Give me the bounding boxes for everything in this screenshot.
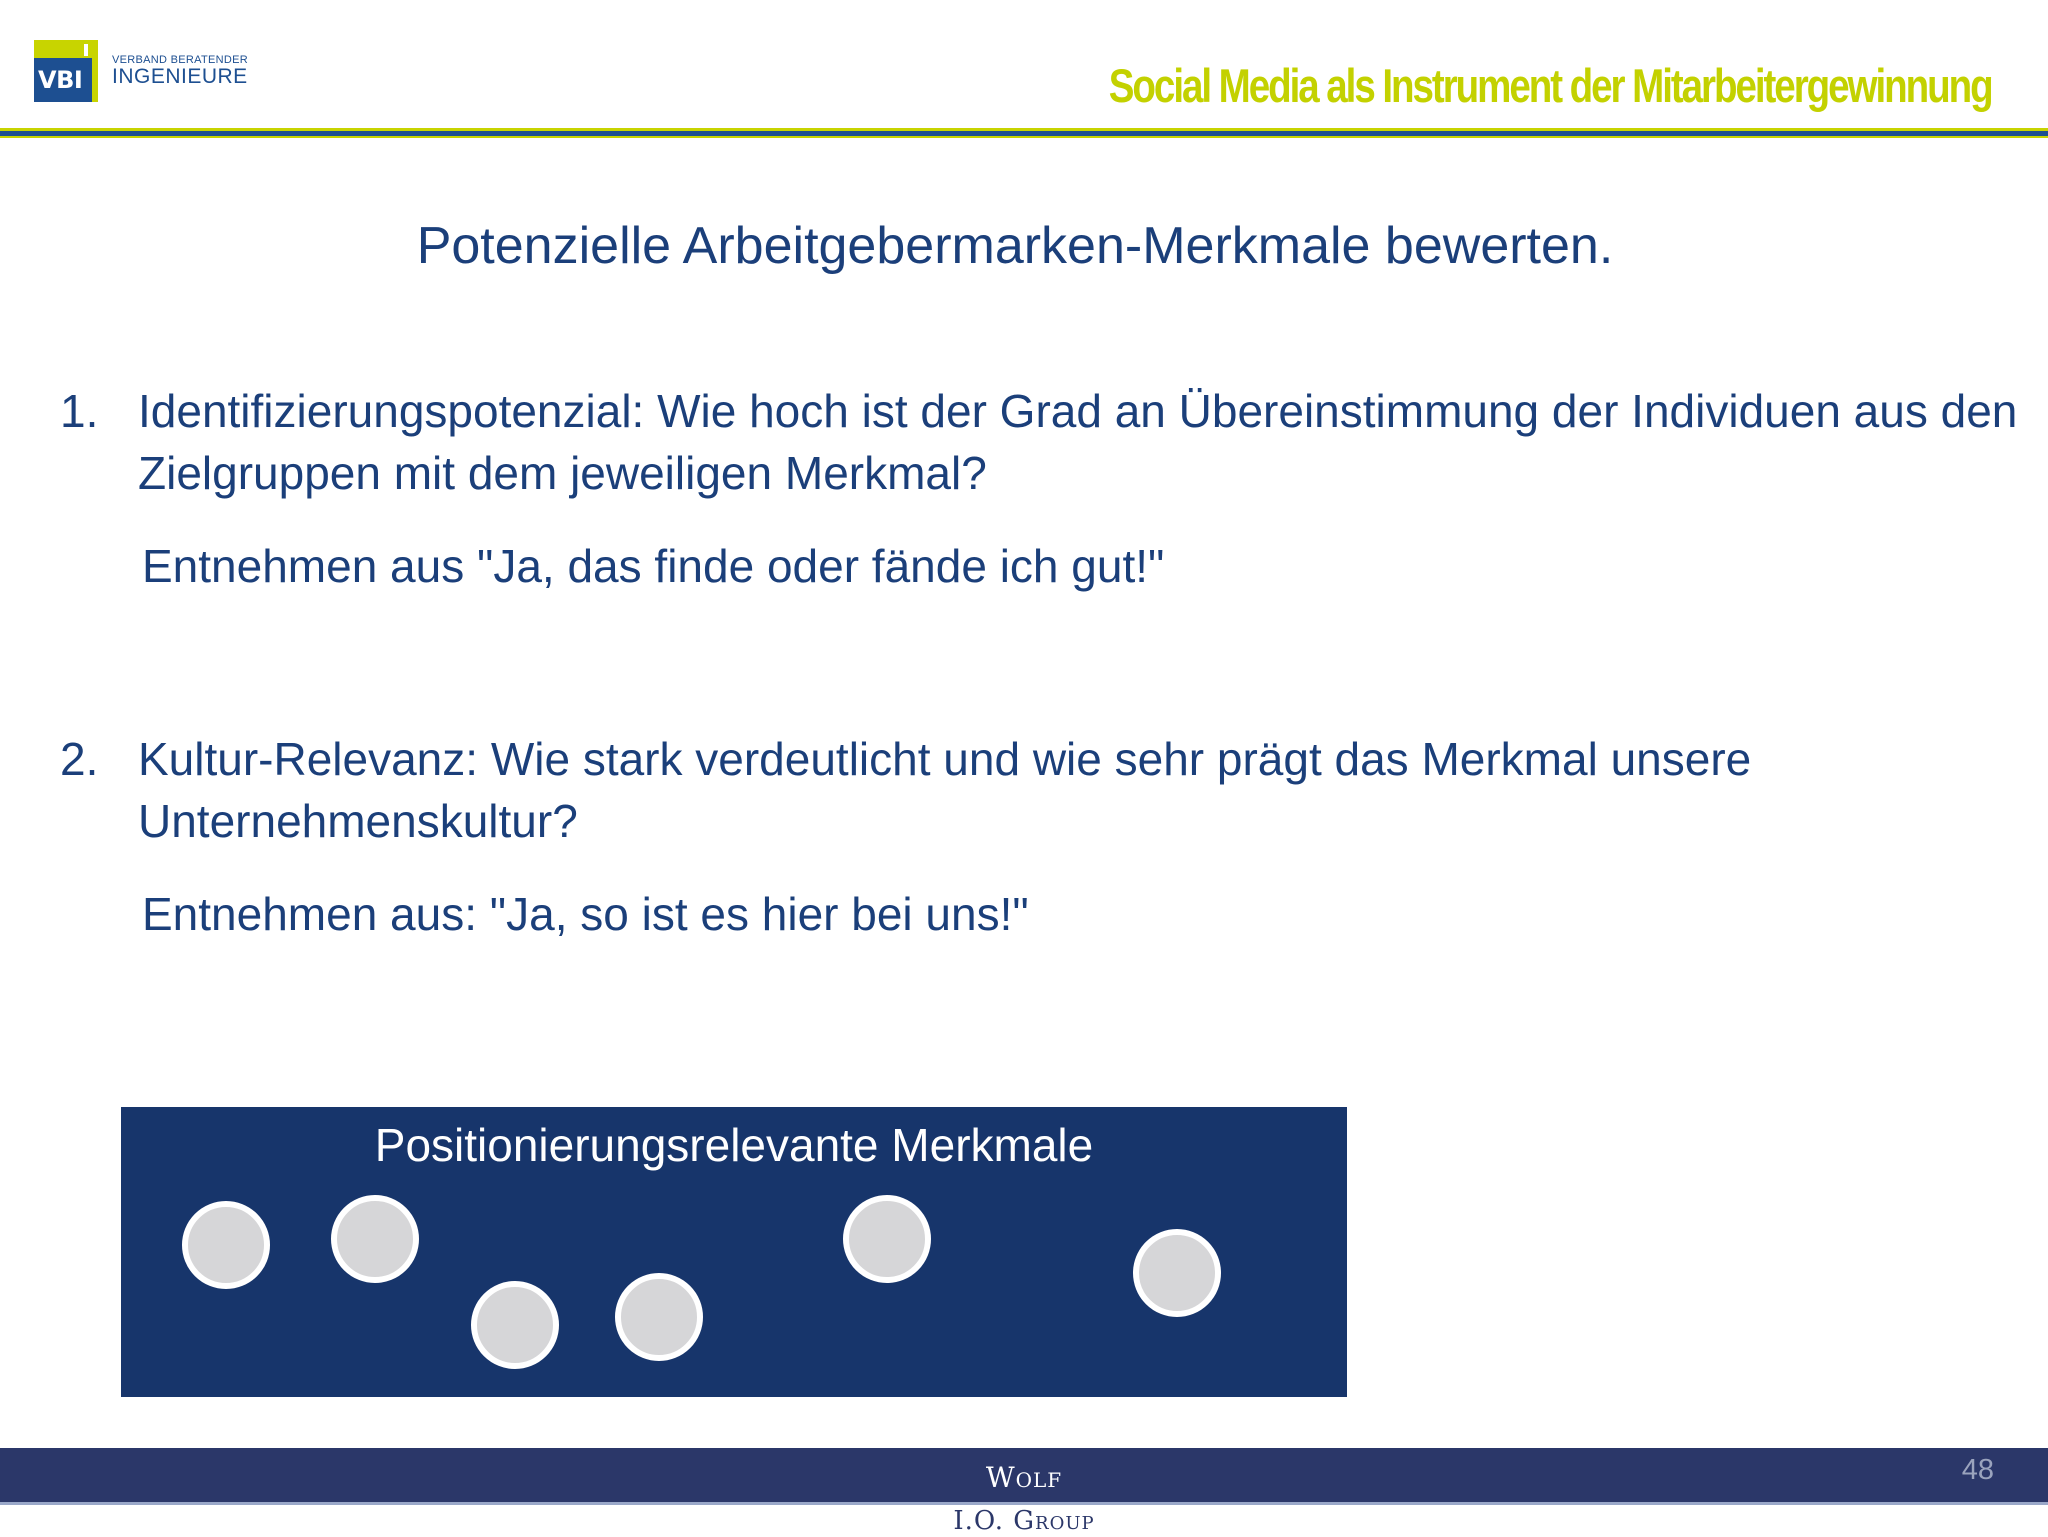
- criterion-number: 2.: [60, 733, 99, 785]
- criterion-number: 1.: [60, 385, 99, 437]
- logo-caption-small: VERBAND BERATENDER: [112, 54, 248, 66]
- footer-brand-group: I.O. Group: [953, 1506, 1095, 1536]
- logo-caption: [112, 54, 248, 88]
- logo-white-tick: [84, 44, 88, 56]
- logo-mark-text: VBI: [38, 66, 83, 94]
- logo-lime-band: [34, 40, 98, 58]
- logo-lime-stripe: [92, 40, 98, 102]
- merkmale-box: [121, 1107, 1347, 1397]
- criterion-text: Identifizierungspotenzial: Wie hoch ist der Grad an Übereinstimmung der Individuen aus den Zielgruppen mit dem jeweiligen Merkmal?: [138, 385, 2018, 499]
- criterion-item-2: [60, 728, 2038, 852]
- vbi-logo-mark: [34, 40, 98, 102]
- footer-brand-name: Wolf: [985, 1461, 1063, 1494]
- header-divider: [0, 128, 2048, 138]
- merkmal-dot: [331, 1195, 419, 1283]
- merkmal-dot: [182, 1201, 270, 1289]
- presentation-title: Social Media als Instrument der Mitarbeitergewinnung: [1109, 59, 1992, 112]
- merkmal-dot: [471, 1281, 559, 1369]
- criterion-item-1: [60, 380, 2038, 504]
- vbi-logo: [34, 40, 248, 102]
- slide-heading: Potenzielle Arbeitgebermarken-Merkmale bewerten.: [416, 217, 1614, 275]
- merkmal-dot: [843, 1195, 931, 1283]
- criterion-text: Kultur-Relevanz: Wie stark verdeutlicht und wie sehr prägt das Merkmal unsere Unternehmenskultur?: [138, 733, 1752, 847]
- merkmal-dot: [615, 1273, 703, 1361]
- merkmal-dot: [1133, 1229, 1221, 1317]
- page-number: 48: [1961, 1454, 1994, 1486]
- merkmale-box-title: Positionierungsrelevante Merkmale: [374, 1119, 1094, 1171]
- criterion-note-1: Entnehmen aus "Ja, das finde oder fände ich gut!": [142, 540, 1165, 592]
- criterion-note-2: Entnehmen aus: "Ja, so ist es hier bei uns!": [142, 888, 1029, 940]
- logo-caption-large: INGENIEURE: [112, 65, 248, 88]
